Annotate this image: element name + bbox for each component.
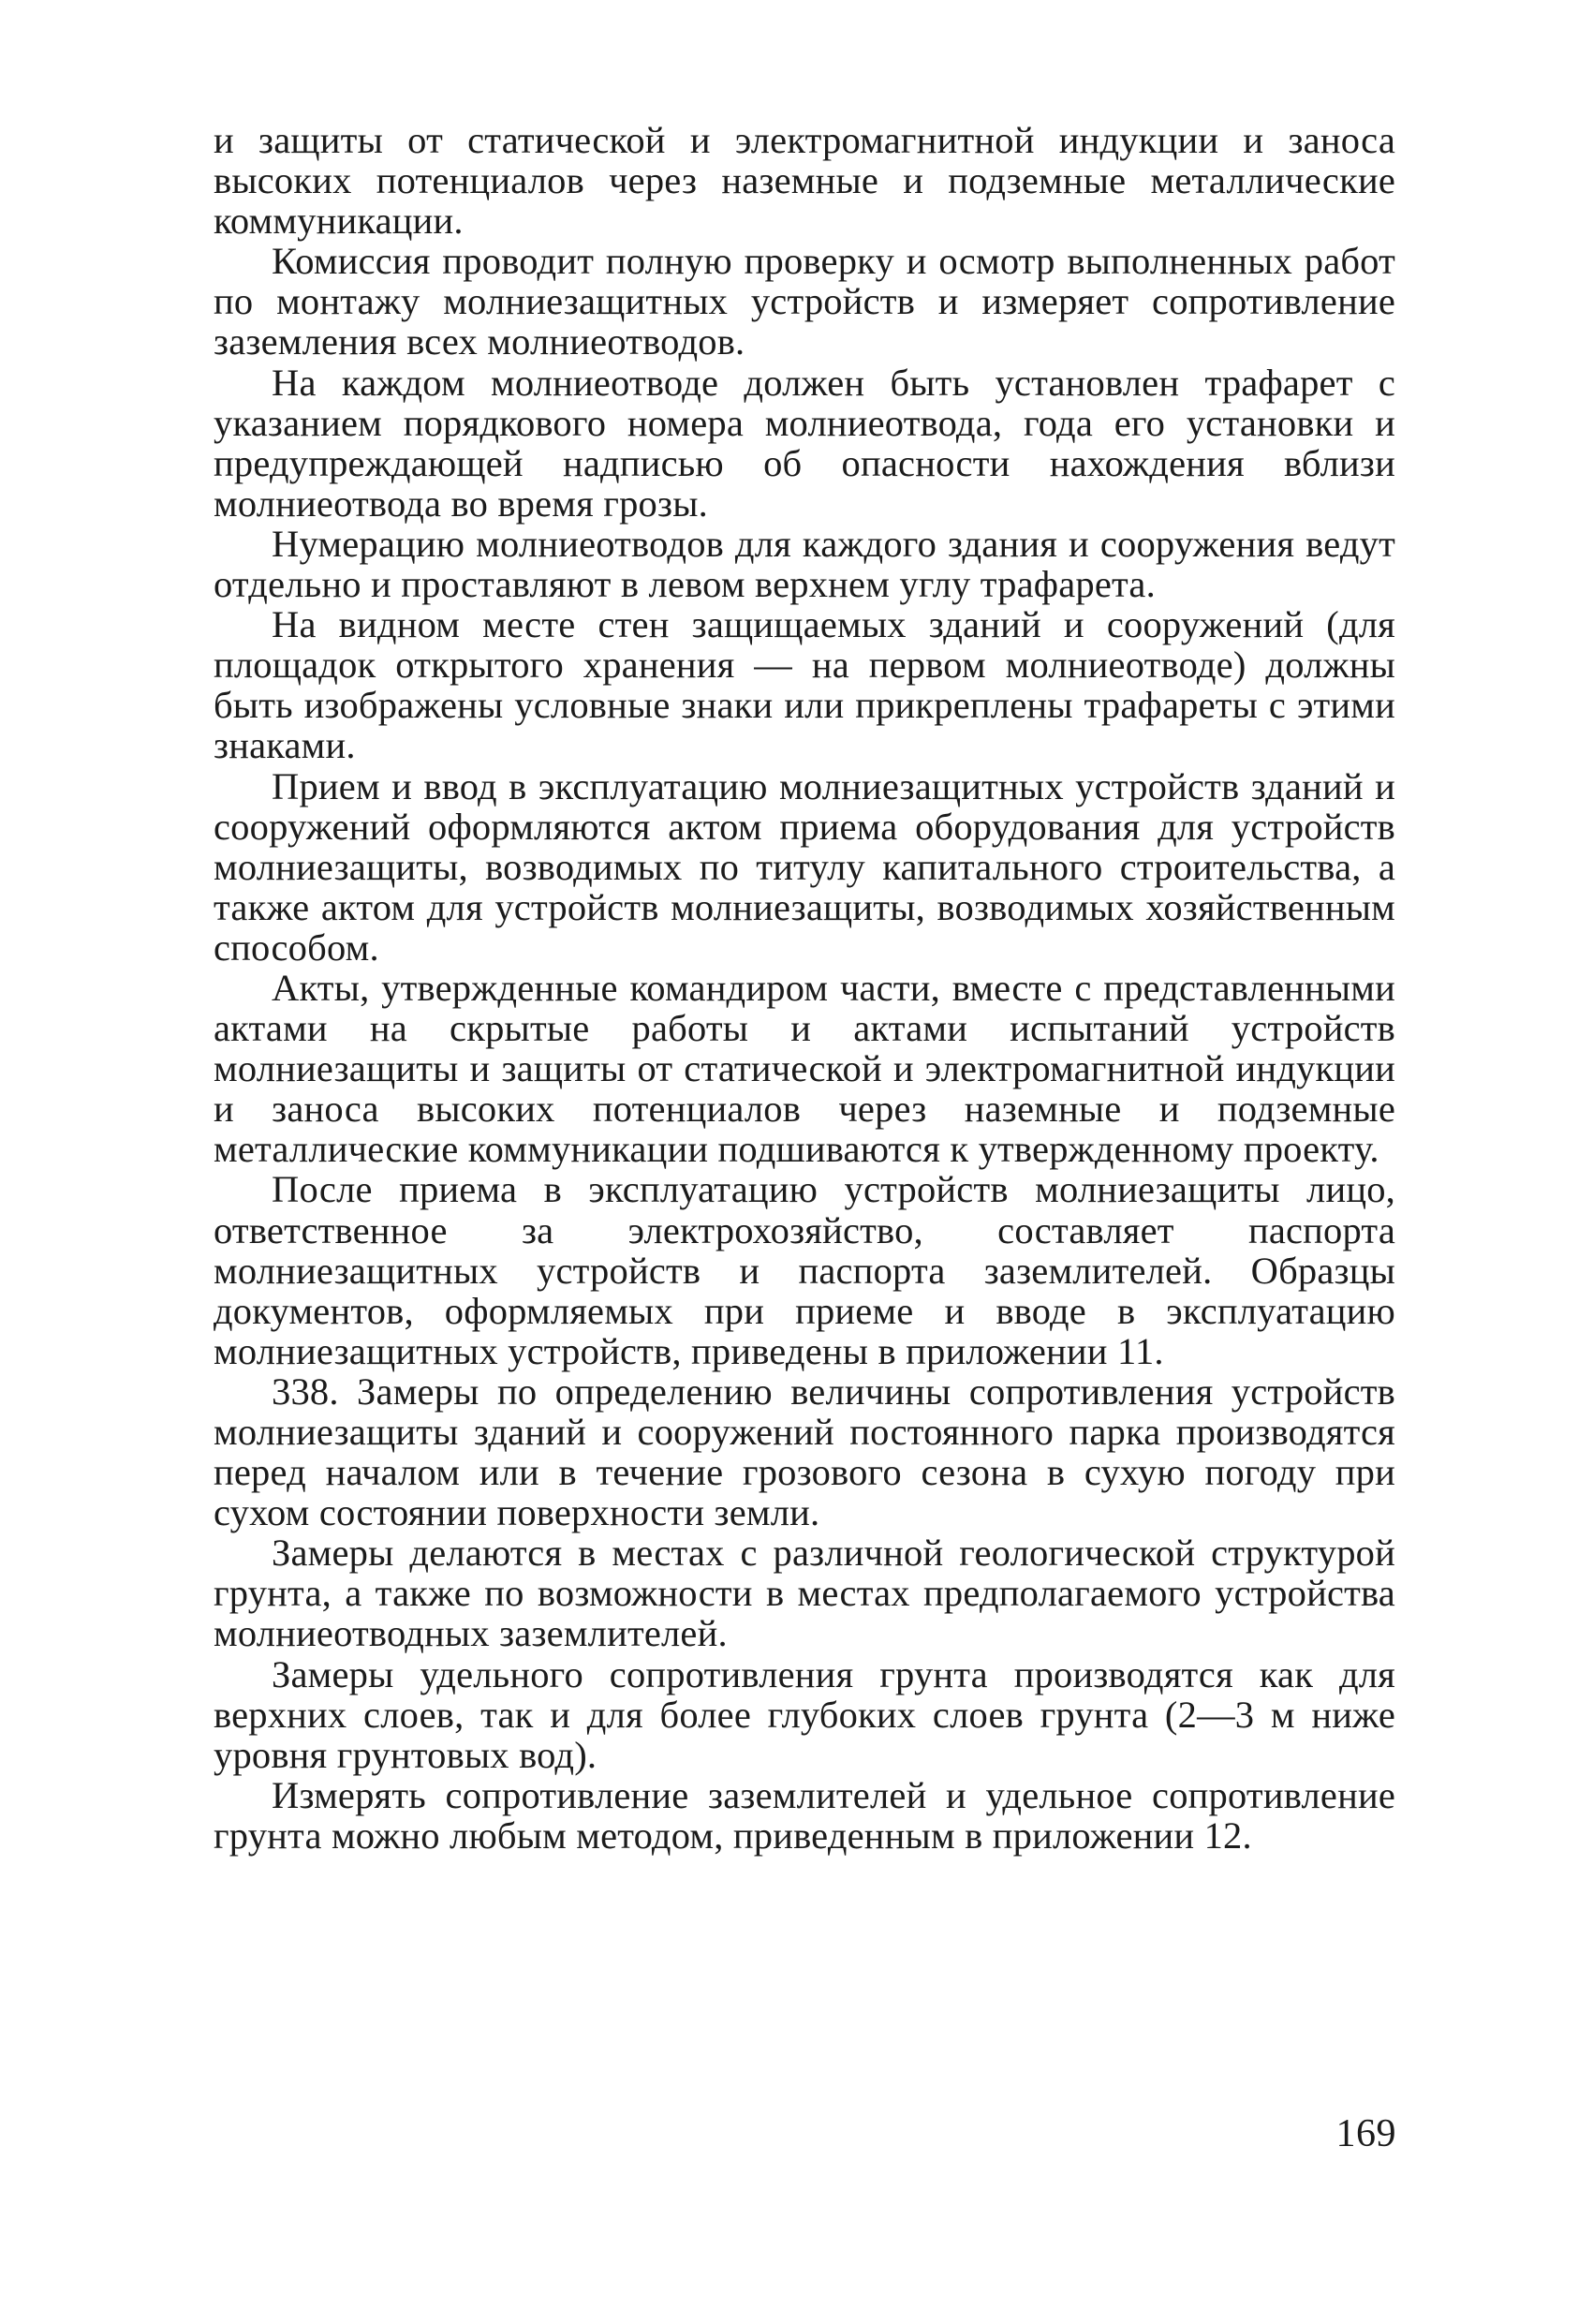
paragraph-continuation: и защиты от статической и электромагнитной индукции и заноса высоких потенциалов через наземные и подземные металлические коммуникации. <box>214 119 1395 243</box>
paragraph-acts: Акты, утвержденные командиром части, вместе с представленными актами на скрытые работы и актами испытаний устройств молниезащиты и защиты от статической и электромагнитной индукции и заноса высоких потенциалов через наземные и подземные металлические коммуникации подшиваются к утвержденному проекту. <box>214 966 1395 1171</box>
paragraph-soil-resistance: Замеры удельного сопротивления грунта производятся как для верхних слоев, так и для более глубоких слоев грунта (2—3 м ниже уровня грунтовых вод). <box>214 1652 1395 1776</box>
paragraph-numbering: Нумерацию молниеотводов для каждого здания и сооружения ведут отдельно и проставляют в левом верхнем углу трафарета. <box>214 522 1395 606</box>
paragraph-acceptance: Прием и ввод в эксплуатацию молниезащитных устройств зданий и сооружений оформляются актом приема оборудования для устройств молниезащиты, возводимых по титулу капитального строительства, а также актом для устройств молниезащиты, возводимых хозяйственным способом. <box>214 764 1395 969</box>
paragraph-signs: На видном месте стен защищаемых зданий и сооружений (для площадок открытого хранения — на первом молниеотводе) должны быть изображены условные знаки или прикреплены трафареты с этими знаками. <box>214 603 1395 767</box>
paragraph-stencil: На каждом молниеотводе должен быть установлен трафарет с указанием порядкового номера молниеотвода, года его установки и предупреждающей надписью об опасности нахождения вблизи молниеотвода во время грозы. <box>214 361 1395 525</box>
paragraph-commission-check: Комиссия проводит полную проверку и осмотр выполненных работ по монтажу молниезащитных устройств и измеряет сопротивление заземления всех молниеотводов. <box>214 240 1395 363</box>
paragraph-measurement-locations: Замеры делаются в местах с различной геологической структурой грунта, а также по возможности в местах предполагаемого устройства молниеотводных заземлителей. <box>214 1532 1395 1655</box>
paragraph-338-measurements: 338. Замеры по определению величины сопротивления устройств молниезащиты зданий и сооружений постоянного парка производятся перед началом или в течение грозового сезона в сухую погоду при сухом состоянии поверхности земли. <box>214 1369 1395 1534</box>
paragraph-measuring-methods: Измерять сопротивление заземлителей и удельное сопротивление грунта можно любым методом, приведенным в приложении 12. <box>214 1773 1395 1857</box>
body-text <box>214 120 1395 1856</box>
paragraph-passports: После приема в эксплуатацию устройств молниезащиты лицо, ответственное за электрохозяйство, составляет паспорта молниезащитных устройств и паспорта заземлителей. Образцы документов, оформляемых при приеме и вводе в эксплуатацию молниезащитных устройств, приведены в приложении 11. <box>214 1168 1395 1372</box>
page-number: 169 <box>1335 2112 1396 2155</box>
